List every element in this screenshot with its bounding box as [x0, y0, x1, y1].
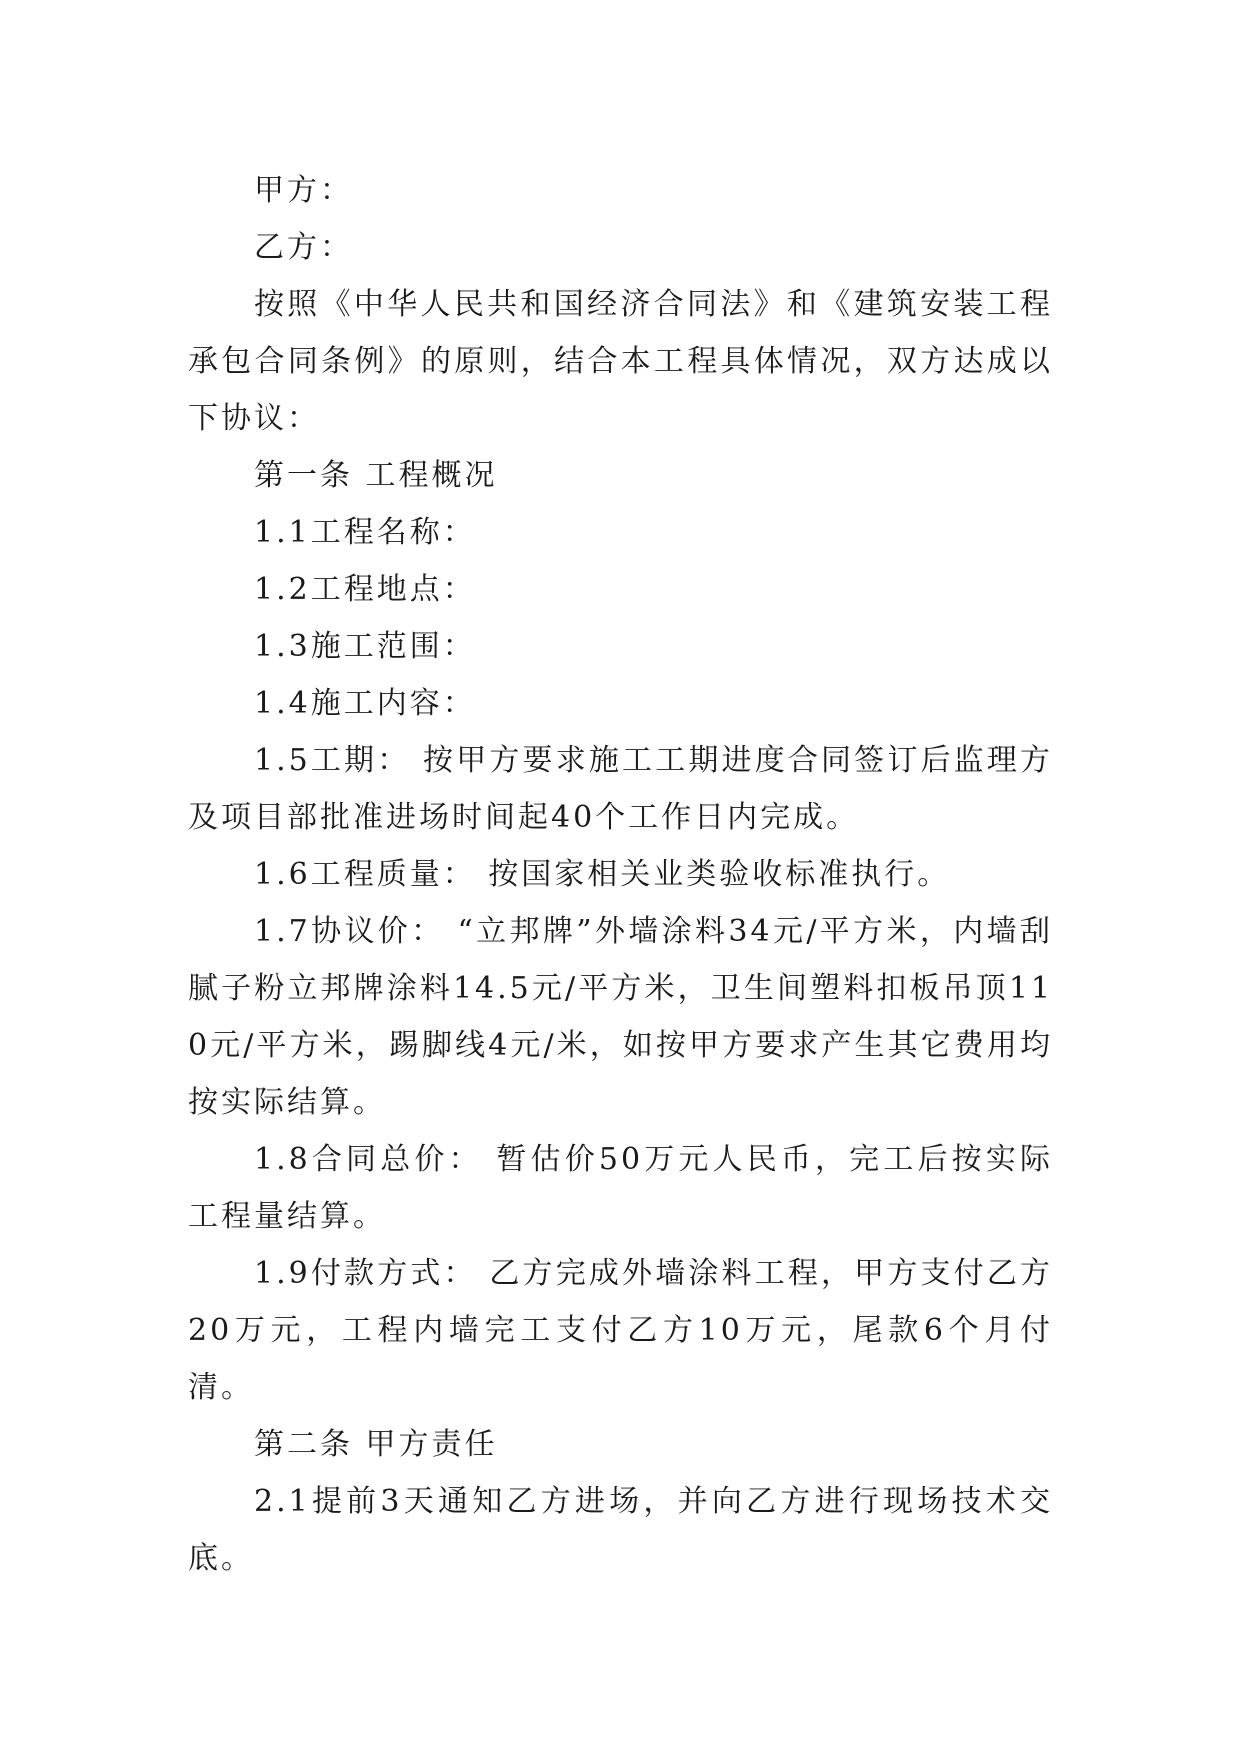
- clause-2-1: 2.1提前3天通知乙方进场，并向乙方进行现场技术交底。: [188, 1484, 1053, 1576]
- clause-1-3: 1.3施工范围：: [254, 629, 476, 664]
- article-1-heading: 第一条 工程概况: [254, 458, 498, 493]
- clause-1-7: 1.7协议价： “立邦牌”外墙涂料34元/平方米，内墙刮腻子粉立邦牌涂料14.5元/平方米，卫生间塑料扣板吊顶110元/平方米，踢脚线4元/米，如按甲方要求产生其它费用均按实际结算。: [188, 914, 1053, 1120]
- clause-1-1: 1.1工程名称：: [254, 515, 476, 550]
- contract-body: [188, 162, 1053, 1587]
- party-a-line: 甲方：: [254, 173, 353, 208]
- party-b-line: 乙方：: [254, 230, 353, 265]
- clause-1-2: 1.2工程地点：: [254, 572, 476, 607]
- clause-1-9: 1.9付款方式： 乙方完成外墙涂料工程，甲方支付乙方20万元，工程内墙完工支付乙方10万元，尾款6个月付清。: [188, 1256, 1053, 1405]
- clause-1-5: 1.5工期： 按甲方要求施工工期进度合同签订后监理方及项目部批准进场时间起40个工作日内完成。: [188, 743, 1053, 835]
- preamble-paragraph: 按照《中华人民共和国经济合同法》和《建筑安装工程承包合同条例》的原则，结合本工程具体情况，双方达成以下协议：: [188, 287, 1053, 436]
- article-2-heading: 第二条 甲方责任: [254, 1427, 498, 1462]
- clause-1-8: 1.8合同总价： 暂估价50万元人民币，完工后按实际工程量结算。: [188, 1142, 1053, 1234]
- clause-1-6: 1.6工程质量： 按国家相关业类验收标准执行。: [254, 857, 951, 892]
- clause-1-4: 1.4施工内容：: [254, 686, 476, 721]
